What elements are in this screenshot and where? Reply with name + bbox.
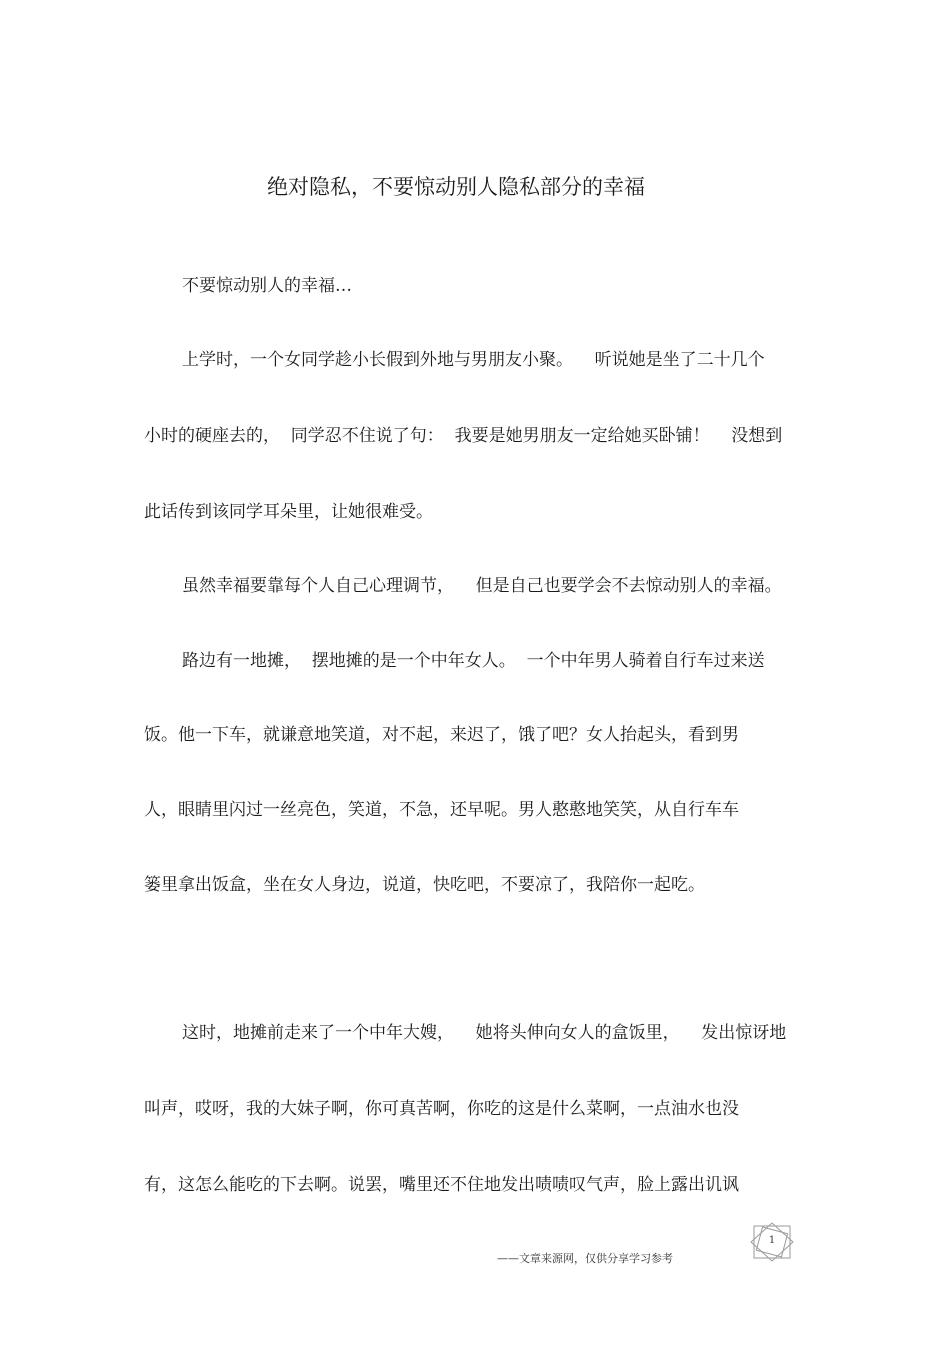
paragraph-line: 人，眼睛里闪过一丝亮色，笑道，不急，还早呢。男人憨憨地笑笑，从自行车车 [144,800,739,820]
paragraph-line: 这时，地摊前走来了一个中年大嫂， 她将头伸向女人的盒饭里， 发出惊讶地 [182,1023,787,1043]
paragraph-line: 篓里拿出饭盒，坐在女人身边，说道，快吃吧，不要凉了，我陪你一起吃。 [144,875,705,895]
document-title: 绝对隐私，不要惊动别人隐私部分的幸福 [267,175,645,199]
paragraph-line: 有，这怎么能吃的下去啊。说罢，嘴里还不住地发出啧啧叹气声，脸上露出讥讽 [144,1175,739,1195]
paragraph-line: 叫声，哎呀，我的大妹子啊，你可真苦啊，你吃的这是什么菜啊，一点油水也没 [144,1099,739,1119]
paragraph-line: 不要惊动别人的幸福… [182,276,352,296]
paragraph-line: 上学时，一个女同学趁小长假到外地与男朋友小聚。 听说她是坐了二十几个 [182,350,765,370]
paragraph-line: 饭。他一下车，就谦意地笑道，对不起，来迟了，饿了吧？女人抬起头，看到男 [144,725,739,745]
paragraph-line: 此话传到该同学耳朵里，让她很难受。 [144,502,433,522]
paragraph-line: 小时的硬座去的， 同学忍不住说了句： 我要是她男朋友一定给她买卧铺！ 没想到 [144,426,783,446]
page-number: 1 [768,1235,776,1246]
footer-source-note: ——文章来源网，仅供分享学习参考 [497,1252,673,1265]
paragraph-line: 路边有一地摊， 摆地摊的是一个中年女人。 一个中年男人骑着自行车过来送 [182,651,765,671]
paragraph-line: 虽然幸福要靠每个人自己心理调节， 但是自己也要学会不去惊动别人的幸福。 [182,576,782,596]
